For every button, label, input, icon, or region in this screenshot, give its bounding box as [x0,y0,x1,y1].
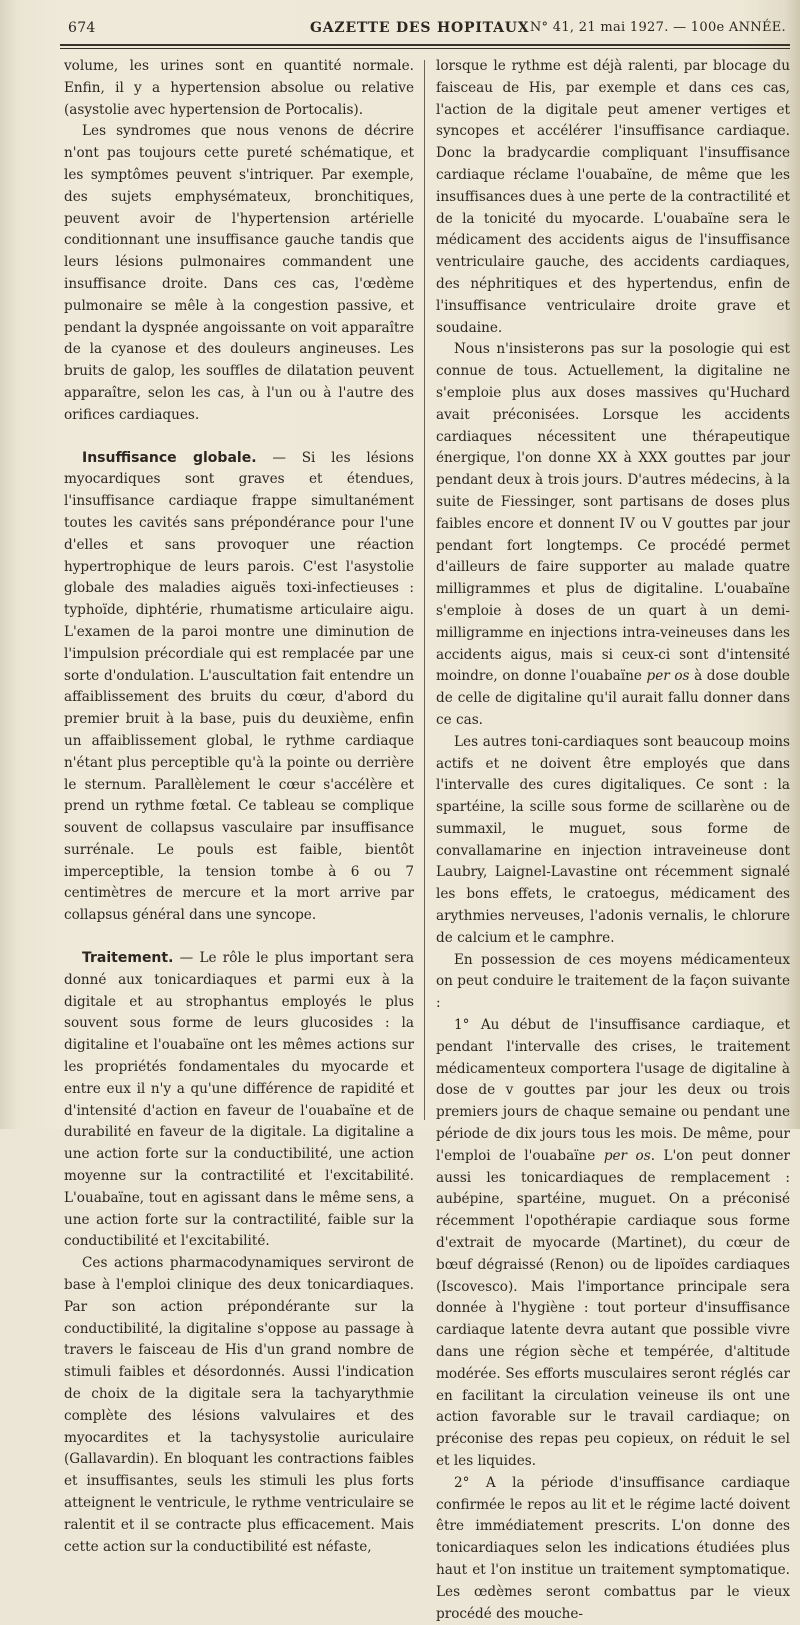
column-divider [424,60,425,1120]
italic-run: per os [603,1147,651,1164]
right-column [436,56,790,1625]
paragraph: lorsque le rythme est déjà ralenti, par blocage du faisceau de His, par exemple et dans ces cas, l'action de la digitale peut amener vertiges et syncopes et accélérer l'insuffisance cardiaque. Donc la bradycardie compliquant l'insuffisance cardiaque réclame l'ouabaïne, de même que les insuffisances dues à une perte de la contractilité et de la tonicité du myocarde. L'ouabaïne sera le médicament des accidents aigus de l'insuffisance ventriculaire gauche, des accidents cardiaques, des néphritiques et des hypertendus, enfin de l'insuffisance ventriculaire droite grave et soudaine. [436,58,790,336]
section-heading: Insuffisance globale. [82,449,257,466]
section-text: — Si les lésions myocardiques sont graves et étendues, l'insuffisance cardiaque frappe simultanément toutes les cavités sans prépondérance pour l'une d'elles et sans provoquer une réaction hypertrophique de leurs parois. C'est l'asystolie globale des maladies aiguës toxi-infectieuses : typhoïde, diphtérie, rhumatisme articulaire aigu. L'examen de la paroi montre une diminution de l'impulsion précordiale qui est remplacée par une sorte d'ondulation. L'auscultation fait entendre un affaiblissement des bruits du cœur, d'abord du premier bruit à la base, puis du deuxième, enfin un affaiblissement global, le rythme cardiaque n'étant plus perceptible qu'à la pointe ou derrière le sternum. Parallèlement le cœur s'accélère et prend un rythme fœtal. Ce tableau se complique souvent de collapsus vasculaire par insuffisance surrénale. Le pouls est faible, bientôt imperceptible, la tension tombe à 6 ou 7 centimètres de mercure et la mort arrive par collapsus général dans une syncope. [64,449,414,924]
page-number: 674 [68,20,96,36]
paragraph-point-2: 2° A la période d'insuffisance cardiaque confirmée le repos au lit et le régime lacté doivent être immédiatement prescrits. L'on donne des tonicardiaques selon les indications étudiées plus haut et l'on institue un traitement symptomatique. Les œdèmes seront combattus par le vieux procédé des mouche- [436,1474,790,1622]
paragraph-point-1 [436,1015,790,1473]
paragraph-posologie [436,339,790,731]
paragraph: Les autres toni-cardiaques sont beaucoup moins actifs et ne doivent être employés que dans l'intervalle des cures digitaliques. Ce sont : la spartéine, la scille sous forme de scillarène ou de summaxil, le muguet, sous forme de convallamarine en injection intraveineuse dont Laubry, Laignel-Lavastine ont récemment signalé les bons effets, le cratoegus, médicament des arythmies nerveuses, l'adonis vernalis, le chlorure de calcium et le camphre. [436,733,790,946]
issue-line: N° 41, 21 mai 1927. — 100e ANNÉE. [529,20,786,35]
text-run: à dose double de celle de digitaline qu'il aurait fallu donner dans ce cas. [436,668,790,728]
section-heading: Traitement. [82,950,174,967]
text-run: Nous n'insisterons pas sur la posologie qui est connue de tous. Actuellement, la digitaline ne s'emploie plus aux doses massives qu'Huchard avait préconisées. Lorsque les accidents cardiaques nécessitent une thérapeutique énergique, l'on donne XX à XXX gouttes par jour pendant deux à trois jours. D'autres médecins, à la suite de Fiessinger, sont partisans de doses plus faibles encore et donnent IV ou V gouttes par jour pendant fort longtemps. Ce procédé permet d'ailleurs de faire supporter au malade quatre milligrammes et plus de digitaline. L'ouabaïne s'emploie à doses de un quart à un demi-milligramme en injections intra-veineuses dans les accidents aigus, mais si ceux-ci sont d'intensité moindre, on donne l'ouabaïne [436,341,790,685]
text-run: 1° Au début de l'insuffisance cardiaque, et pendant l'intervalle des crises, le traitement médicamenteux comportera l'usage de digitaline à dose de v gouttes par jour les deux ou trois premiers jours de chaque semaine ou pendant une période de dix jours tous les mois. De même, pour l'emploi de l'ouabaïne [436,1017,790,1164]
section-traitement [64,948,414,1253]
journal-title: GAZETTE DES HOPITAUX [310,20,530,36]
text-run: . L'on peut donner aussi les tonicardiaques de remplacement : aubépine, spartéine, muguet. On a préconisé récemment l'opothérapie cardiaque sous forme d'extrait de myocarde (Martinet), du cœur de bœuf dégraissé (Renon) ou de lipoïdes cardiaques (Iscovesco). Mais l'importance principale sera donnée à l'hygiène : tout porteur d'insuffisance cardiaque latente devra autant que possible vivre dans une région sèche et tempérée, d'altitude modérée. Ses efforts musculaires seront réglés car en facilitant la circulation veineuse ils ont une action favorable sur le travail cardiaque; on préconise des repas peu copieux, on réduit le sel et les liquides. [436,1147,790,1469]
paragraph: volume, les urines sont en quantité normale. Enfin, il y a hypertension absolue ou relative (asystolie avec hypertension de Portocalis). [64,58,414,118]
paragraph: En possession de ces moyens médicamenteux on peut conduire le traitement de la façon suivante : [436,951,790,1012]
section-insuffisance-globale [64,448,414,928]
section-text: — Le rôle le plus important sera donné aux tonicardiaques et parmi eux à la digitale et au strophantus employés le plus souvent sous forme de leurs glucosides : la digitaline et l'ouabaïne ont les mêmes actions sur les propriétés fondamentales du myocarde et entre eux il n'y a qu'une différence de rapidité et d'intensité d'action en faveur de l'ouabaïne et de durabilité en faveur de la digitale. La digitaline a une action forte sur la conductibilité, une action moyenne sur la contractilité et l'excitabilité. L'ouabaïne, tout en agissant dans le même sens, a une action forte sur la contractilité, faible sur la conductibilité et l'excitabilité. [64,950,414,1250]
running-header [60,20,790,42]
paragraph: Les syndromes que nous venons de décrire n'ont pas toujours cette pureté schématique, et les symptômes peuvent s'intriquer. Par exemple, des sujets emphysémateux, bronchitiques, peuvent avoir de l'hypertension artérielle conditionnant une insuffisance gauche tandis que leurs lésions pulmonaires commandent une insuffisance droite. Dans ces cas, l'œdème pulmonaire se mêle à la congestion passive, et pendant la dyspnée angoissante on voit apparaître de la cyanose et des douleurs angineuses. Les bruits de galop, les souffles de dilatation peuvent apparaître, selon les cas, à l'un ou à l'autre des orifices cardiaques. [64,123,414,423]
header-rule-thick [60,44,790,46]
paragraph: Ces actions pharmacodynamiques serviront de base à l'emploi clinique des deux tonicardiaques. Par son action prépondérante sur la conductibilité, la digitaline s'oppose au passage à travers le faisceau de His d'un grand nombre de stimuli faibles et désordonnés. Aussi l'indication de choix de la digitale sera la tachyarythmie complète des lésions valvulaires et des myocardites et la tachysystolie auriculaire (Gallavardin). En bloquant les contractions faibles et insuffisantes, seuls les stimuli les plus forts atteignent le ventricule, le rythme ventriculaire se ralentit et il se contracte plus efficacement. Mais cette action sur la conductibilité est néfaste, [64,1255,414,1555]
italic-run: per os [646,668,690,685]
header-rule-thin [60,48,790,49]
left-column [64,56,414,1558]
